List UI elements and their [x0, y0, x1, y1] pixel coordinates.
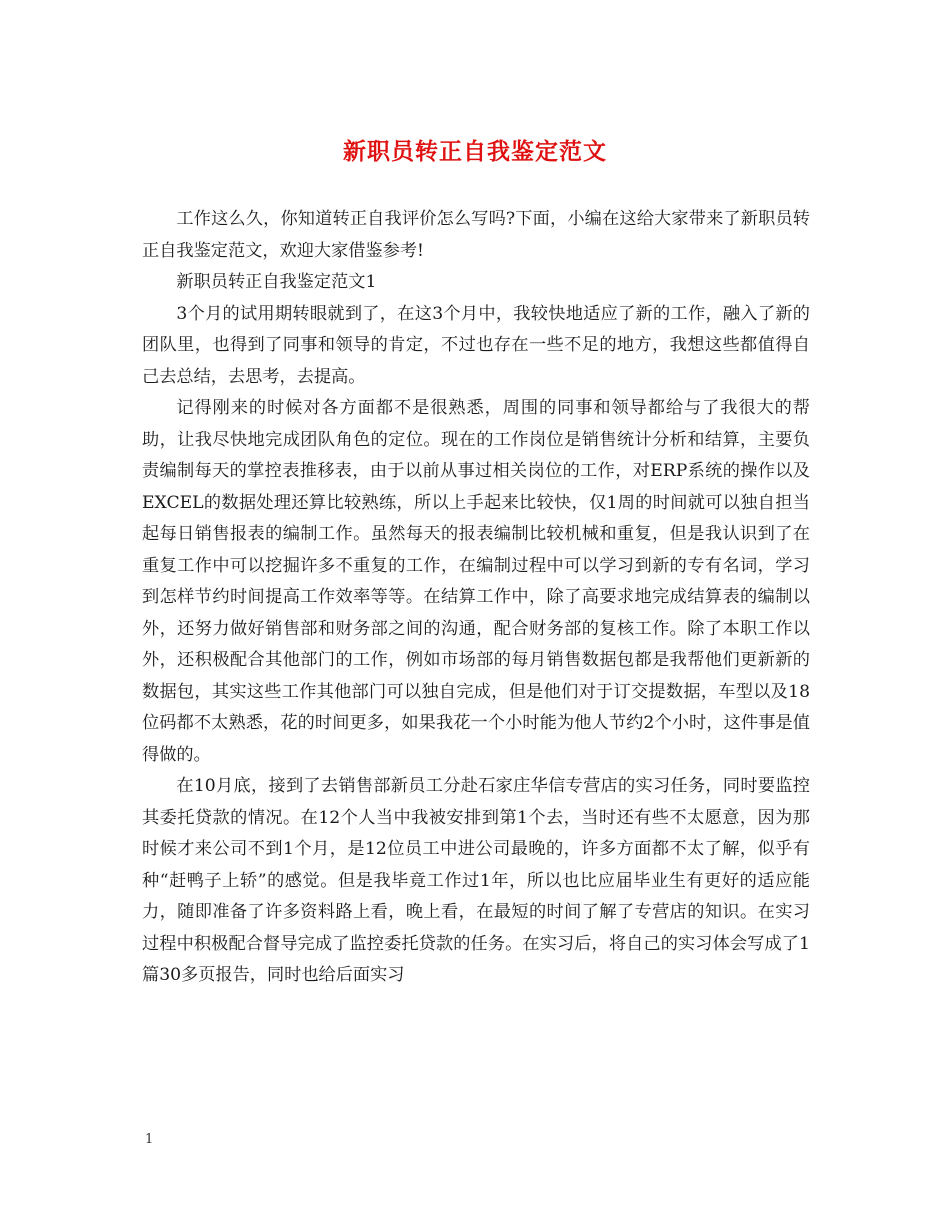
body-paragraph: 3个月的试用期转眼就到了，在这3个月中，我较快地适应了新的工作，融入了新的团队里，也得到了同事和领导的肯定，不过也存在一些不足的地方，我想这些都值得自己去总结，去思考，去提高。: [142, 303, 810, 387]
body-paragraph: 记得刚来的时候对各方面都不是很熟悉，周围的同事和领导都给与了我很大的帮助，让我尽快地完成团队角色的定位。现在的工作岗位是销售统计分析和结算，主要负责编制每天的掌控表推移表，由于以前从事过相关岗位的工作，对ERP系统的操作以及EXCEL的数据处理还算比较熟练，所以上手起来比较快，仅1周的时间就可以独自担当起每日销售报表的编制工作。虽然每天的报表编制比较机械和重复，但是我认识到了在重复工作中可以挖掘许多不重复的工作，在编制过程中可以学习到新的专有名词，学习到怎样节约时间提高工作效率等等。在结算工作中，除了高要求地完成结算表的编制以外，还努力做好销售部和财务部之间的沟通，配合财务部的复核工作。除了本职工作以外，还积极配合其他部门的工作，例如市场部的每月销售数据包都是我帮他们更新新的数据包，其实这些工作其他部门可以独自完成，但是他们对于订交提数据，车型以及18位码都不太熟悉，花的时间更多，如果我花一个小时能为他人节约2个小时，这件事是值得做的。: [142, 398, 810, 765]
page-number: 1: [145, 1132, 154, 1147]
intro-paragraph: 工作这么久，你知道转正自我评价怎么写吗?下面，小编在这给大家带来了新职员转正自我鉴定范文，欢迎大家借鉴参考!: [142, 209, 810, 261]
document-body: [142, 204, 810, 992]
body-paragraph: 在10月底，接到了去销售部新员工分赴石家庄华信专营店的实习任务，同时要监控其委托贷款的情况。在12个人当中我被安排到第1个去，当时还有些不太愿意，因为那时候才来公司不到1个月，是12位员工中进公司最晚的，许多方面都不太了解，似乎有种“赶鸭子上轿”的感觉。但是我毕竟工作过1年，所以也比应届毕业生有更好的适应能力，随即准备了许多资料路上看，晚上看，在最短的时间了解了专营店的知识。在实习过程中积极配合督导完成了监控委托贷款的任务。在实习后，将自己的实习体会写成了1篇30多页报告，同时也给后面实习: [142, 776, 810, 985]
document-title: 新职员转正自我鉴定范文: [343, 138, 607, 165]
section-heading: 新职员转正自我鉴定范文1: [176, 272, 377, 292]
